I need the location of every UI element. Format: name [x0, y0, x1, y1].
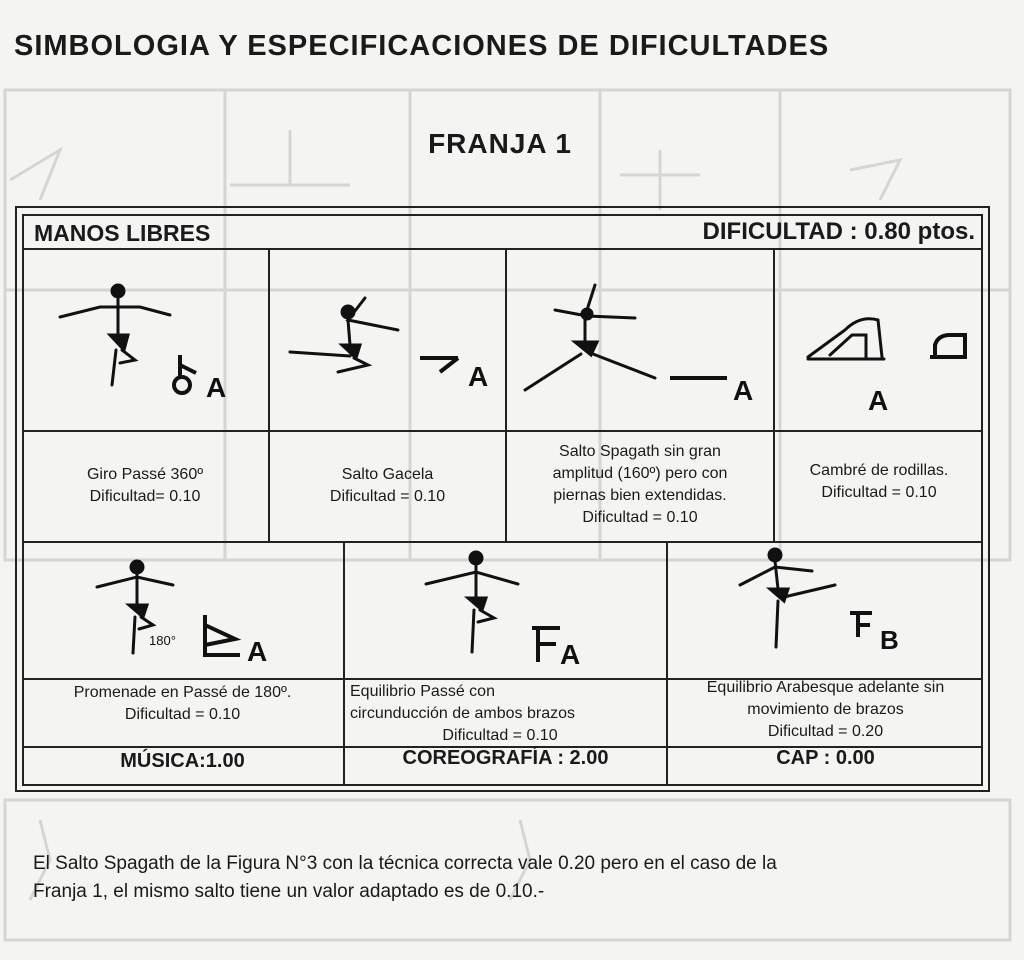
salto-gacela-symbol-icon — [420, 358, 458, 372]
symbol-letter: A — [247, 636, 268, 667]
caption-cambre — [775, 460, 983, 504]
caption-giro-passe — [22, 464, 268, 508]
caption-line: Dificultad = 0.10 — [124, 706, 241, 723]
musica-score: MÚSICA:1.00 — [120, 750, 245, 772]
difficulty-total: DIFICULTAD : 0.80 ptos. — [702, 218, 975, 245]
divider — [22, 541, 983, 543]
equilibrio-arabesque-symbol-icon — [850, 613, 872, 637]
symbol-letter: A — [468, 361, 489, 392]
section-subtitle: FRANJA 1 — [428, 128, 572, 159]
caption-line: Salto Gacela — [341, 466, 434, 483]
caption-line: Giro Passé 360º — [86, 466, 204, 483]
caption-line: Salto Spagath sin gran — [559, 443, 721, 460]
promenade-symbol-icon — [205, 615, 240, 655]
caption-line: Dificultad = 0.10 — [582, 509, 698, 526]
equilibrio-passe-symbol-icon — [532, 628, 560, 662]
symbol-letter: B — [880, 625, 899, 655]
promenade-figure — [85, 555, 335, 675]
coreografia-score: COREOGRAFÍA : 2.00 — [402, 747, 609, 769]
divider — [22, 430, 983, 432]
caption-line: movimiento de brazos — [747, 701, 904, 718]
caption-salto-gacela — [270, 464, 505, 508]
caption-line: Dificultad = 0.10 — [442, 727, 558, 744]
caption-line: Promenade en Passé de 180º. — [73, 684, 292, 701]
caption-line: amplitud (160º) pero con — [552, 465, 728, 482]
symbol-letter: A — [733, 375, 754, 406]
giro-passe-figure — [40, 275, 260, 420]
footnote-line: Franja 1, el mismo salto tiene un valor adaptado es de 0.10.- — [33, 881, 545, 902]
caption-line: Dificultad = 0.10 — [329, 488, 446, 505]
cambre-rodillas-figure — [800, 305, 980, 420]
table-header — [22, 214, 983, 250]
equilibrio-passe-figure — [410, 550, 660, 675]
caption-line: Dificultad= 0.10 — [89, 488, 201, 505]
footnote — [33, 850, 1003, 906]
caption-line: Dificultad = 0.20 — [767, 723, 884, 740]
salto-gacela-figure — [280, 290, 500, 420]
symbol-letter: A — [206, 372, 227, 403]
symbol-letter: A — [868, 385, 889, 416]
caption-salto-spagath — [507, 441, 773, 529]
caption-line: circunducción de ambos brazos — [350, 705, 576, 722]
footnote-line: El Salto Spagath de la Figura N°3 con la técnica correcta vale 0.20 pero en el caso de la — [33, 853, 777, 874]
caption-equilibrio-arabesque — [668, 677, 983, 743]
caption-line: piernas bien extendidas. — [553, 487, 727, 504]
giro-symbol-icon — [174, 355, 196, 393]
symbol-letter: A — [560, 639, 581, 670]
salto-spagath-figure — [515, 280, 770, 420]
caption-line: Equilibrio Arabesque adelante sin — [706, 679, 945, 696]
page-title: SIMBOLOGIA Y ESPECIFICACIONES DE DIFICULTADES — [14, 30, 830, 62]
equilibrio-arabesque-figure — [730, 545, 980, 665]
angle-label: 180° — [149, 633, 176, 648]
category-label: MANOS LIBRES — [34, 220, 211, 246]
cap-score: CAP : 0.00 — [776, 747, 875, 769]
cambre-symbol-icon — [930, 335, 965, 357]
caption-promenade — [22, 682, 343, 726]
caption-line: Equilibrio Passé con — [350, 683, 495, 700]
caption-line: Dificultad = 0.10 — [821, 484, 937, 501]
caption-line: Cambré de rodillas. — [809, 462, 949, 479]
caption-equilibrio-passe — [350, 681, 666, 747]
